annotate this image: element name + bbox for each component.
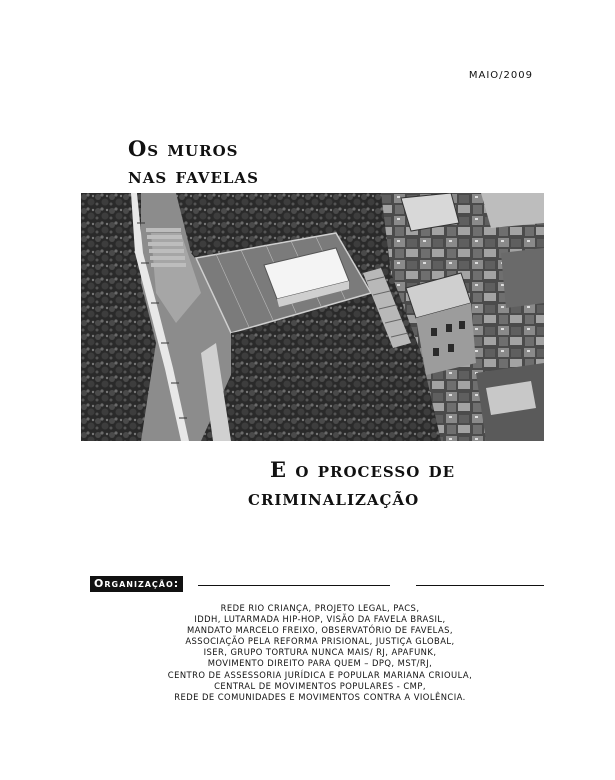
organization-line: REDE DE COMUNIDADES E MOVIMENTOS CONTRA A VIOLÊNCIA. <box>174 691 466 702</box>
aerial-photo-favela-wall <box>81 193 544 441</box>
organization-line: CENTRO DE ASSESSORIA JURÍDICA E POPULAR MARIANA CRIOULA, <box>167 669 473 680</box>
main-title <box>128 135 259 189</box>
organization-line: CENTRAL DE MOVIMENTOS POPULARES - CMP, <box>214 680 426 691</box>
cover-photo <box>81 193 544 441</box>
organization-label: Organização: <box>90 576 183 592</box>
divider <box>198 585 390 586</box>
organization-line: MOVIMENTO DIREITO PARA QUEM – DPQ, MST/RJ, <box>207 658 433 669</box>
divider <box>416 585 544 586</box>
organization-line: REDE RIO CRIANÇA, PROJETO LEGAL, PACS, <box>220 603 420 613</box>
title-line: nas favelas <box>128 163 259 188</box>
publication-date: MAIO/2009 <box>468 70 533 81</box>
organization-header <box>90 576 550 594</box>
organization-line: IDDH, LUTARMADA HIP-HOP, VISÃO DA FAVELA BRASIL, <box>194 614 446 625</box>
subtitle <box>248 456 455 512</box>
title-line: Os muros <box>128 136 239 161</box>
subtitle-line: E o processo de <box>270 457 456 482</box>
organization-line: ISER, GRUPO TORTURA NUNCA MAIS/ RJ, APAFUNK, <box>203 647 437 658</box>
organization-line: ASSOCIAÇÃO PELA REFORMA PRISIONAL, JUSTIÇA GLOBAL, <box>185 636 455 647</box>
organization-list <box>90 603 550 703</box>
subtitle-line: criminalização <box>248 485 420 510</box>
organization-line: MANDATO MARCELO FREIXO, OBSERVATÓRIO DE FAVELAS, <box>186 625 454 636</box>
